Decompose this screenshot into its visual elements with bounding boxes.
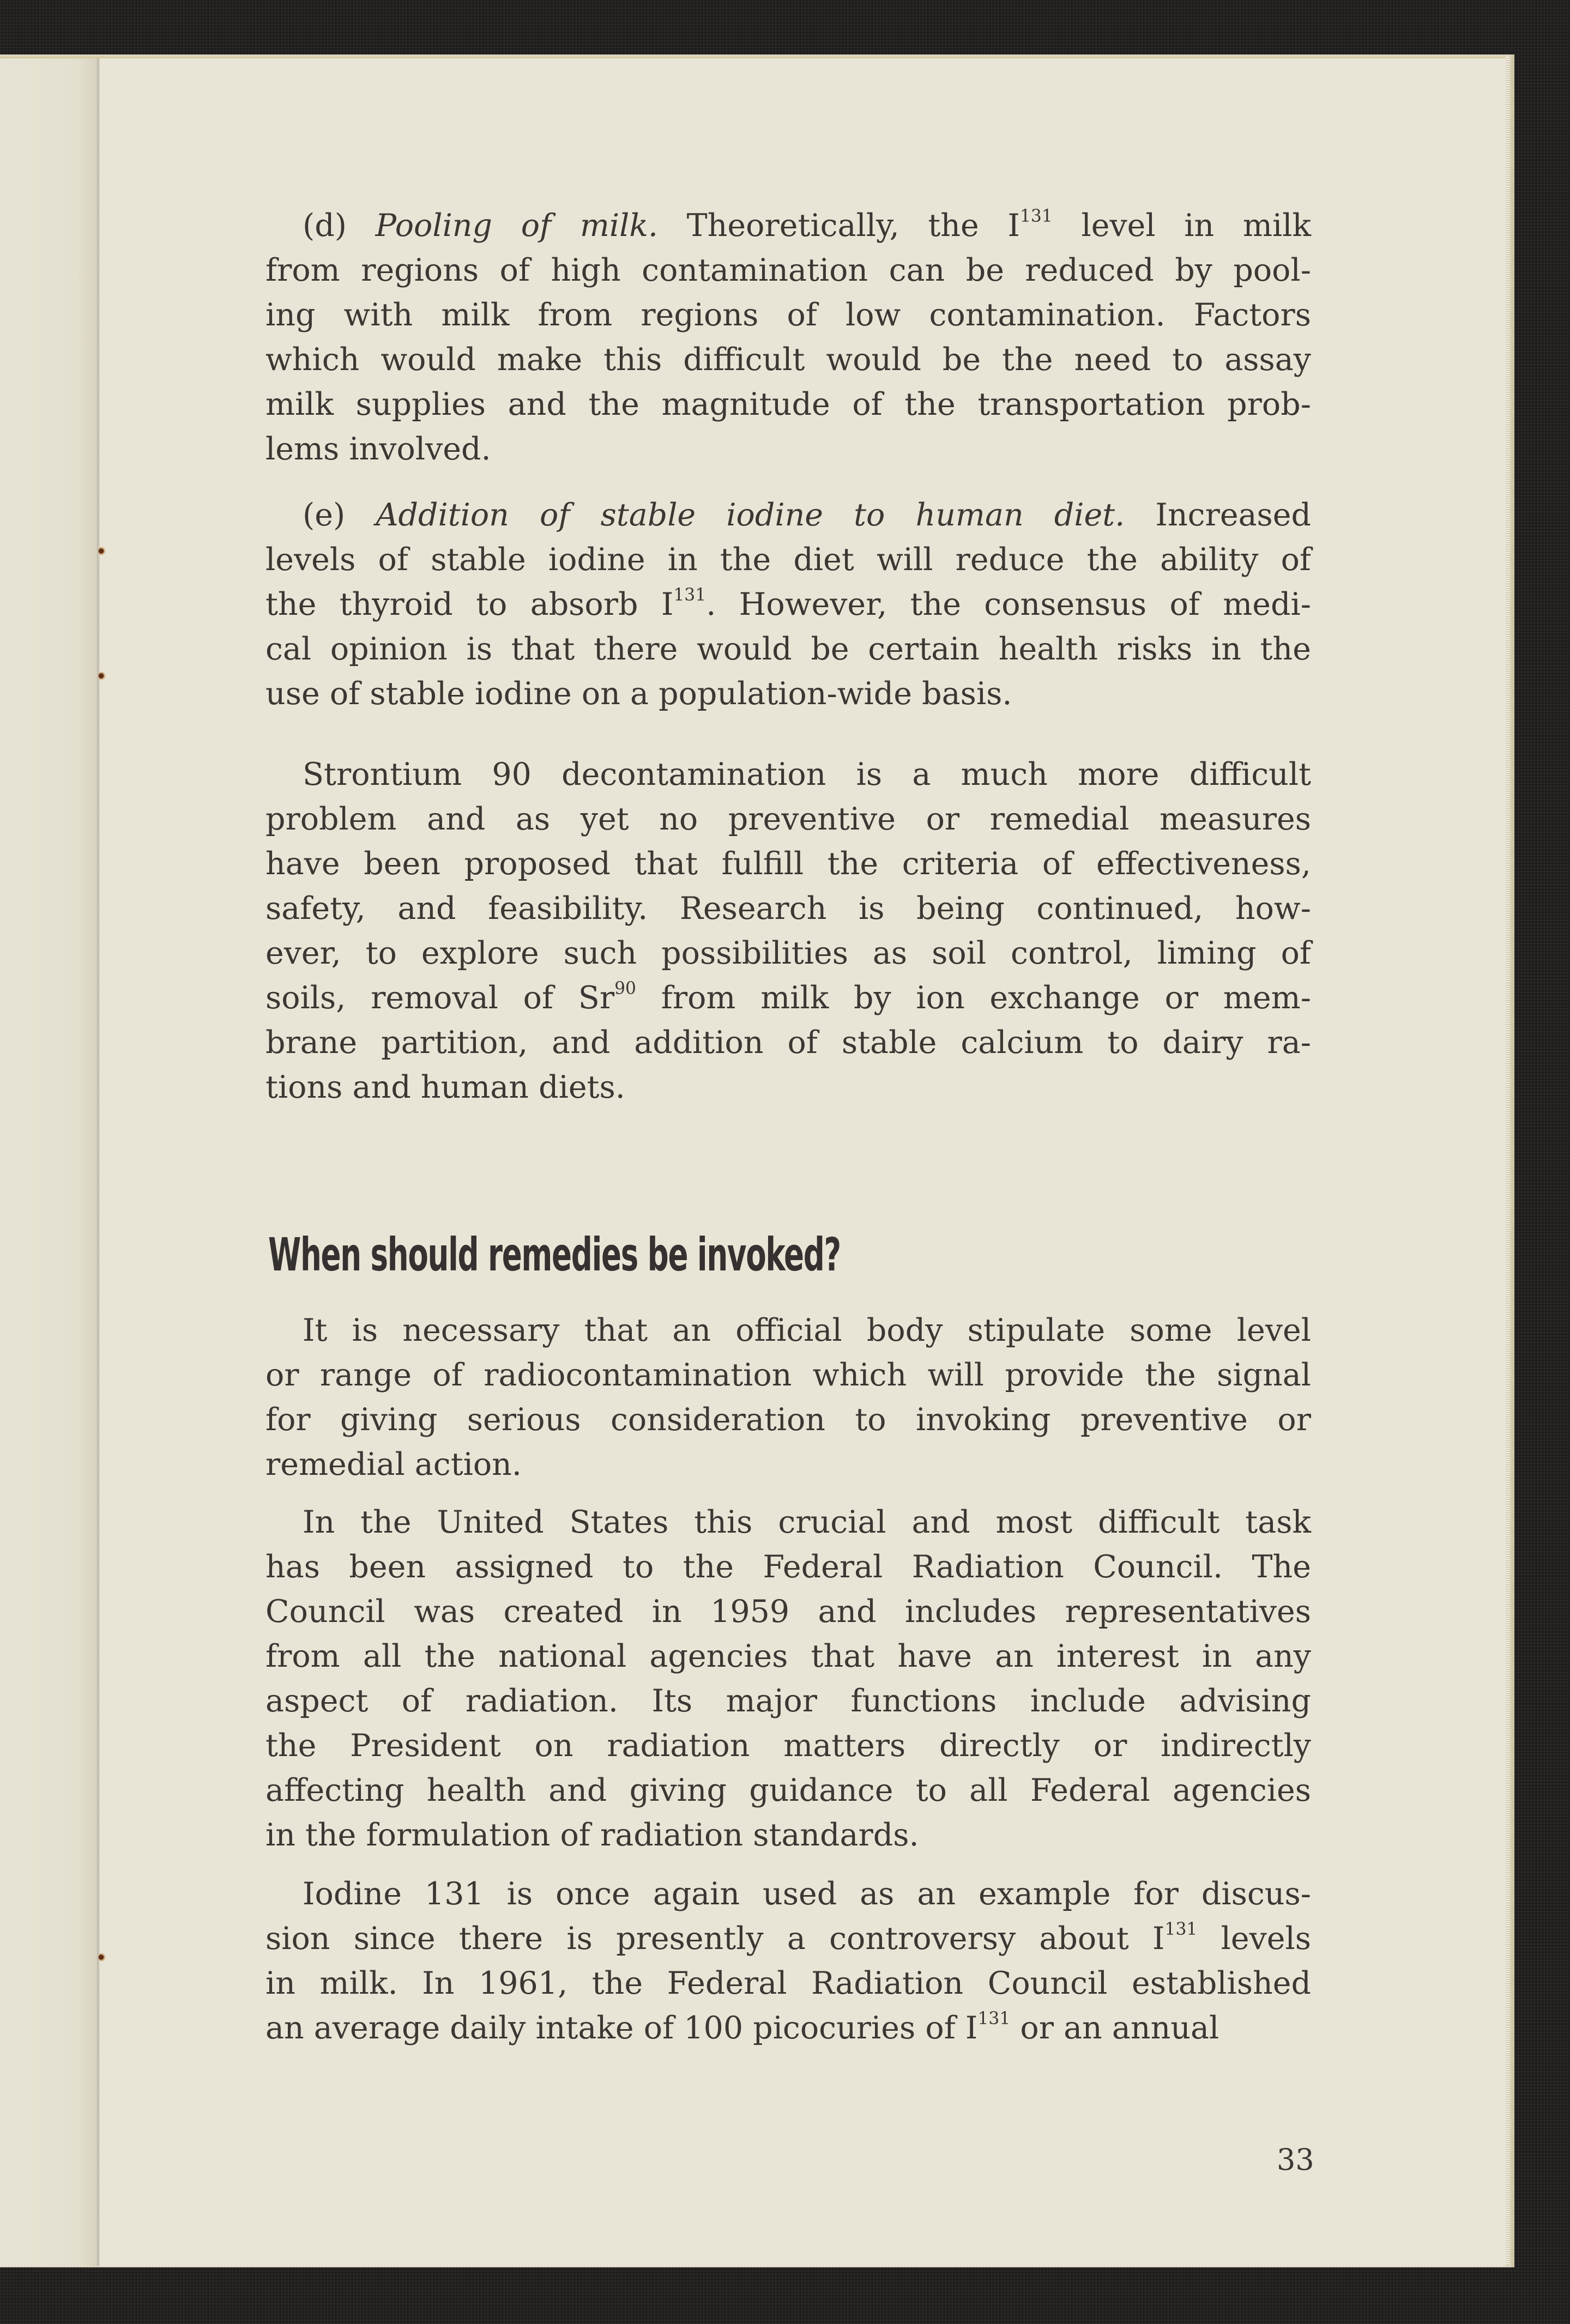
superscript: 131 — [673, 585, 706, 605]
text-run: milk supplies and the magnitude of the transportation prob- — [265, 386, 1311, 422]
paragraph-line — [265, 1679, 1311, 1723]
text-run: affecting health and giving guidance to all Federal agencies — [265, 1772, 1311, 1808]
paragraph-line — [303, 1309, 1311, 1352]
text-run: lems involved. — [265, 431, 491, 467]
page-number: 33 — [1277, 2143, 1314, 2177]
text-run: tions and human diets. — [265, 1069, 625, 1105]
text-run: levels of stable iodine in the diet will reduce the ability of — [265, 542, 1311, 578]
paragraph-line — [265, 887, 1311, 930]
paragraph-line — [265, 1769, 1311, 1812]
paragraph-line — [265, 1021, 1311, 1064]
paragraph-line — [265, 293, 1311, 337]
paragraph-line — [265, 1353, 1311, 1397]
paragraph-line — [265, 383, 1311, 426]
text-run: (e) — [303, 497, 376, 533]
paragraph-line — [265, 1813, 1311, 1857]
text-run: aspect of radiation. Its major functions include advising — [265, 1683, 1311, 1719]
gutter-crease — [97, 58, 100, 2266]
paragraph-line — [265, 797, 1311, 841]
superscript: 131 — [1019, 206, 1053, 226]
paragraph-line — [265, 1724, 1311, 1768]
text-run: Increased — [1125, 497, 1312, 533]
staple-mark — [98, 1953, 106, 1962]
text-run: remedial action. — [265, 1447, 522, 1482]
text-run: soils, removal of Sr — [265, 980, 615, 1016]
text-run: in the formulation of radiation standards. — [265, 1817, 919, 1853]
text-run: the thyroid to absorb I — [265, 586, 674, 622]
text-run: Theoretically, the I — [657, 208, 1020, 244]
staple-mark — [98, 547, 106, 555]
paragraph-line — [303, 1500, 1311, 1544]
text-run: sion since there is presently a controversy about I — [265, 1921, 1165, 1957]
text-run: an average daily intake of 100 picocuries of I — [265, 2010, 978, 2046]
paragraph-line — [265, 1066, 1311, 1109]
superscript: 90 — [614, 978, 636, 998]
paragraph-line — [265, 1443, 1311, 1486]
text-run: ever, to explore such possibilities as soil control, liming of — [265, 935, 1311, 971]
text-run: It is necessary that an official body stipulate some level — [303, 1312, 1311, 1348]
text-run: use of stable iodine on a population-wide basis. — [265, 676, 1012, 712]
text-run: levels — [1197, 1921, 1311, 1957]
text-run: problem and as yet no preventive or remedial measures — [265, 801, 1311, 837]
text-run: from all the national agencies that have an interest in any — [265, 1638, 1311, 1674]
paragraph-line — [265, 1917, 1311, 1960]
text-run: for giving serious consideration to invoking preventive or — [265, 1402, 1311, 1438]
paragraph-line — [265, 1962, 1311, 2005]
text-run: or range of radiocontamination which will provide the signal — [265, 1357, 1311, 1393]
paragraph-line — [265, 338, 1311, 382]
text-run: Strontium 90 decontamination is a much more difficult — [303, 756, 1311, 792]
text-run: level in milk — [1052, 208, 1311, 244]
text-run: in milk. In 1961, the Federal Radiation Council established — [265, 1965, 1311, 2001]
paragraph-line — [265, 672, 1311, 716]
paragraph-line — [265, 1590, 1311, 1633]
paragraph-line — [265, 1398, 1311, 1442]
text-run: Iodine 131 is once again used as an example for discus- — [303, 1876, 1311, 1912]
superscript: 131 — [977, 2008, 1011, 2029]
superscript: 131 — [1164, 1919, 1198, 1939]
paragraph-line — [265, 427, 1311, 471]
paragraph-line — [265, 2006, 1311, 2050]
text-run: (d) — [303, 208, 376, 244]
facing-page-edge — [0, 58, 97, 2266]
paragraph-line — [303, 493, 1311, 537]
staple-mark — [98, 671, 106, 680]
text-run: which would make this difficult would be the need to assay — [265, 342, 1311, 378]
paragraph-line — [265, 976, 1311, 1020]
paragraph-line — [265, 1545, 1311, 1589]
text-run: or an annual — [1010, 2010, 1219, 2046]
italic-run-in-title: Addition of stable iodine to human diet. — [376, 497, 1125, 533]
paragraph-line — [265, 842, 1311, 886]
paragraph-line — [265, 583, 1311, 626]
paragraph-line — [303, 204, 1311, 247]
text-run: In the United States this crucial and most difficult task — [303, 1504, 1311, 1540]
text-run: from regions of high contamination can be reduced by pool- — [265, 252, 1311, 288]
text-run: ing with milk from regions of low contamination. Factors — [265, 297, 1311, 333]
paragraph-line — [265, 249, 1311, 292]
text-run: brane partition, and addition of stable calcium to dairy ra- — [265, 1025, 1311, 1061]
paragraph-line — [303, 753, 1311, 796]
section-heading: When should remedies be invoked? — [268, 1228, 841, 1281]
text-run: has been assigned to the Federal Radiation Council. The — [265, 1549, 1311, 1585]
text-run: safety, and feasibility. Research is being continued, how- — [265, 891, 1311, 927]
text-run: from milk by ion exchange or mem- — [636, 980, 1311, 1016]
paragraph-line — [265, 1635, 1311, 1678]
text-run: cal opinion is that there would be certain health risks in the — [265, 631, 1311, 667]
text-run: Council was created in 1959 and includes representatives — [265, 1594, 1311, 1630]
italic-run-in-title: Pooling of milk. — [375, 208, 658, 244]
paragraph-line — [265, 538, 1311, 582]
text-run: the President on radiation matters directly or indirectly — [265, 1728, 1311, 1764]
paragraph-line — [265, 627, 1311, 671]
text-run: have been proposed that fulfill the criteria of effectiveness, — [265, 846, 1311, 882]
paragraph-line — [265, 931, 1311, 975]
text-run: . However, the consensus of medi- — [706, 586, 1312, 622]
paragraph-line — [303, 1872, 1311, 1916]
